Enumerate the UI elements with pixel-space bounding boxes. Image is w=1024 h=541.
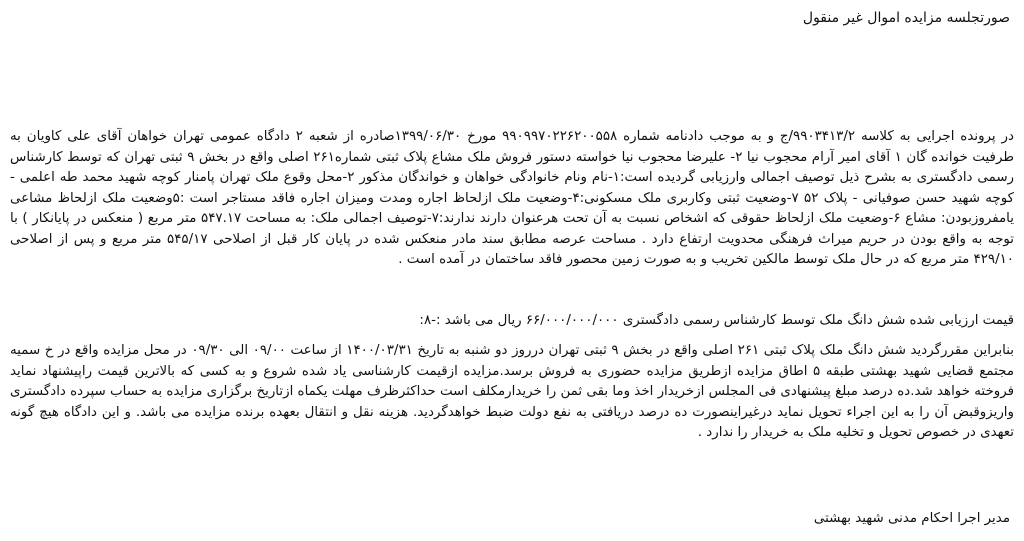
appraisal-value-paragraph: قیمت ارزیابی شده شش دانگ ملک توسط کارشناس رسمی دادگستری ۶۶/۰۰۰/۰۰۰/۰۰۰ ریال می باشد :-۸: [419,313,1014,328]
auction-terms-paragraph: بنابراین مقررگردید شش دانگ ملک پلاک ثبتی ۲۶۱ اصلی واقع در بخش ۹ ثبتی تهران درروز دو شنبه به تاریخ ۱۴۰۰/۰۳/۳۱ از ساعت ۰۹/۰۰ الی ۰۹/۳۰ در محل مزایده واقع در خ سمیه مجتمع قضایی شهید بهشتی طبقه ۵ اطاق مزایده ازطریق مزایده حضوری به فروش برسد.مزایده ازقیمت کارشناسی یاد شده شروع و به کسی که بالاترین قیمت راپیشنهاد نماید فروخته خواهد شد.ده درصد مبلغ پیشنهادی فی المجلس ازخریدار اخذ وما بقی ثمن را خریدارمکلف است حداکثرظرف مهلت یکماه ازتاریخ برگزاری مزایده به حساب سپرده دادگستری واریزوقبض آن را به این اجراء تحویل نماید درغیراینصورت ده درصد دریافتی به نفع دولت ضبط خواهدگردید. هزینه نقل و انتقال بعهده برنده مزایده می باشد. و این دادگاه هیچ گونه تعهدی در خصوص تحویل و تخلیه ملک به خریدار را ندارد . [10,343,1014,440]
document-title: صورتجلسه مزایده اموال غیر منقول [802,10,1010,26]
case-details-paragraph: در پرونده اجرایی به کلاسه ۹۹۰۳۴۱۳/۲/ج و به موجب دادنامه شماره ۹۹۰۹۹۷۰۲۲۶۲۰۰۵۵۸ مورخ ۱۳۹۹/۰۶/۳۰صادره از شعبه ۲ دادگاه عمومی تهران خواهان آقای علی کاویان به طرفیت خوانده گان ۱ آقای امیر آرام محجوب نیا ۲- علیرضا محجوب نیا خواسته دستور فروش ملک مشاع پلاک ثبتی شماره۲۶۱ اصلی واقع در بخش ۹ ثبتی تهران که توسط کارشناس رسمی دادگستری به بشرح ذیل توصیف اجمالی وارزیابی گردیده است:۱-نام ونام خانوادگی خواهان و خواندگان مذکور ۲-محل وقوع ملک تهران پامنار کوچه شهید محمد طه اعلمی - کوچه شهید حسن صوفیانی - پلاک ۵۲ ۷-وضعیت ثبتی وکاربری ملک مسکونی:۴-وضعیت ملک ازلحاظ اجاره ومدت ومیزان اجاره فاقد مستاجر است :۵وضعیت ملک ازلحاظ مشاعی یامفروزبودن: مشاع ۶-وضعیت ملک ازلحاظ حقوقی که اشخاص نسبت به آن تحت هرعنوان دارند ندارند:۷-توصیف اجمالی ملک: به مساحت ۵۴۷.۱۷ متر مربع ( منعکس در پایانکار ) با توجه به واقع بودن در حریم میراث فرهنگی محدویت ارتفاع دارد . مساحت عرصه مطابق سند مادر منعکس شده در پایان کار قبل از اصلاحی ۵۴۵/۱۷ متر مربع و پس از اصلاحی ۴۲۹/۱۰ متر مربع که در حال ملک توسط مالکین تخریب و به صورت زمین محصور فاقد ساختمان در آمده است . [10,129,1015,267]
signature-line: مدیر اجرا احکام مدنی شهید بهشتی [813,511,1010,526]
